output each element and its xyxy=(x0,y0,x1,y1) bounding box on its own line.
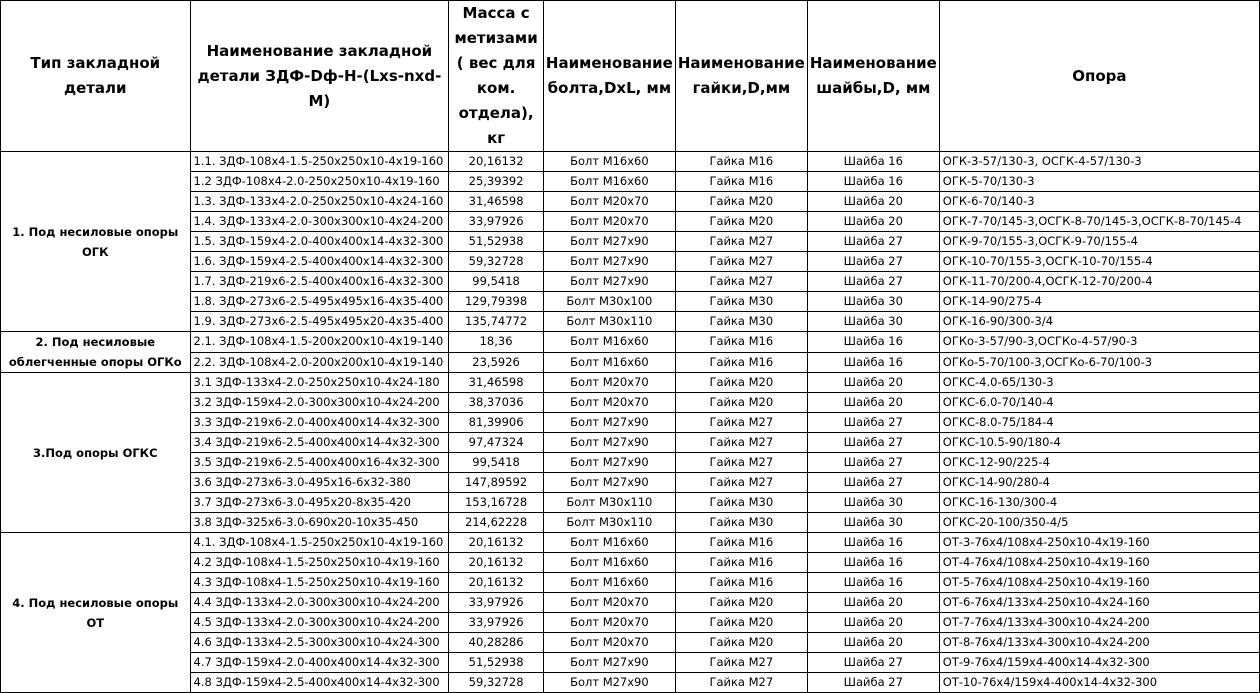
bolt-cell: Болт М30х100 xyxy=(543,292,675,312)
bolt-cell: Болт М20х70 xyxy=(543,613,675,633)
mass-cell: 147,89592 xyxy=(449,473,544,493)
mass-cell: 20,16132 xyxy=(449,533,544,553)
washer-cell: Шайба 16 xyxy=(807,553,939,573)
part-name-cell: 1.5. ЗДФ-159х4-2.0-400х400х14-4х32-300 xyxy=(190,232,449,252)
support-cell: ОТ-5-76х4/108х4-250х10-4х19-160 xyxy=(939,573,1259,593)
nut-cell: Гайка М27 xyxy=(675,252,807,272)
support-cell: ОГКо-3-57/90-3,ОСГКо-4-57/90-3 xyxy=(939,332,1259,353)
bolt-cell: Болт М27х90 xyxy=(543,453,675,473)
nut-cell: Гайка М20 xyxy=(675,633,807,653)
bolt-cell: Болт М20х70 xyxy=(543,212,675,232)
part-name-cell: 4.2 ЗДФ-108х4-1.5-250х250х10-4х19-160 xyxy=(190,553,449,573)
washer-cell: Шайба 30 xyxy=(807,292,939,312)
table-row xyxy=(1,152,1260,172)
support-cell: ОГК-5-70/130-3 xyxy=(939,172,1259,192)
mass-cell: 51,52938 xyxy=(449,232,544,252)
bolt-cell: Болт М27х90 xyxy=(543,232,675,252)
washer-cell: Шайба 27 xyxy=(807,272,939,292)
mass-cell: 20,16132 xyxy=(449,573,544,593)
washer-cell: Шайба 27 xyxy=(807,653,939,673)
nut-cell: Гайка М30 xyxy=(675,513,807,533)
table-row xyxy=(1,533,1260,553)
washer-cell: Шайба 27 xyxy=(807,453,939,473)
washer-cell: Шайба 16 xyxy=(807,573,939,593)
washer-cell: Шайба 20 xyxy=(807,212,939,232)
table-row xyxy=(1,553,1260,573)
support-cell: ОГК-7-70/145-3,ОСГК-8-70/145-3,ОСГК-8-70/145-4 xyxy=(939,212,1259,232)
support-cell: ОГКС-12-90/225-4 xyxy=(939,453,1259,473)
table-row xyxy=(1,513,1260,533)
part-name-cell: 3.5 ЗДФ-219х6-2.5-400х400х16-4х32-300 xyxy=(190,453,449,473)
group-label: 1. Под несиловые опоры ОГК xyxy=(1,152,191,332)
bolt-cell: Болт М16х60 xyxy=(543,332,675,353)
mass-cell: 214,62228 xyxy=(449,513,544,533)
support-cell: ОТ-8-76х4/133х4-300х10-4х24-200 xyxy=(939,633,1259,653)
support-cell: ОГК-9-70/155-3,ОСГК-9-70/155-4 xyxy=(939,232,1259,252)
support-cell: ОГКС-10.5-90/180-4 xyxy=(939,433,1259,453)
part-name-cell: 4.4 ЗДФ-133х4-2.0-300х300х10-4х24-200 xyxy=(190,593,449,613)
table-row xyxy=(1,673,1260,693)
support-cell: ОГК-10-70/155-3,ОСГК-10-70/155-4 xyxy=(939,252,1259,272)
table-row xyxy=(1,172,1260,192)
group-label: 4. Под несиловые опоры ОТ xyxy=(1,533,191,693)
washer-cell: Шайба 20 xyxy=(807,593,939,613)
washer-cell: Шайба 20 xyxy=(807,633,939,653)
mass-cell: 38,37036 xyxy=(449,393,544,413)
part-name-cell: 4.3 ЗДФ-108х4-1.5-250х250х10-4х19-160 xyxy=(190,573,449,593)
table-row xyxy=(1,192,1260,212)
nut-cell: Гайка М30 xyxy=(675,312,807,332)
bolt-cell: Болт М27х90 xyxy=(543,673,675,693)
table-row xyxy=(1,433,1260,453)
mass-cell: 18,36 xyxy=(449,332,544,353)
support-cell: ОГК-3-57/130-3, ОСГК-4-57/130-3 xyxy=(939,152,1259,172)
table-row xyxy=(1,473,1260,493)
table-row xyxy=(1,352,1260,373)
support-cell: ОГКС-16-130/300-4 xyxy=(939,493,1259,513)
mass-cell: 81,39906 xyxy=(449,413,544,433)
table-row xyxy=(1,413,1260,433)
bolt-cell: Болт М16х60 xyxy=(543,553,675,573)
support-cell: ОТ-3-76х4/108х4-250х10-4х19-160 xyxy=(939,533,1259,553)
bolt-cell: Болт М30х110 xyxy=(543,513,675,533)
part-name-cell: 3.6 ЗДФ-273х6-3.0-495х16-6х32-380 xyxy=(190,473,449,493)
support-cell: ОГКо-5-70/100-3,ОСГКо-6-70/100-3 xyxy=(939,352,1259,373)
support-cell: ОГКС-14-90/280-4 xyxy=(939,473,1259,493)
nut-cell: Гайка М16 xyxy=(675,352,807,373)
washer-cell: Шайба 27 xyxy=(807,473,939,493)
part-name-cell: 1.2 ЗДФ-108х4-2.0-250х250х10-4х19-160 xyxy=(190,172,449,192)
part-name-cell: 3.2 ЗДФ-159х4-2.0-300х300х10-4х24-200 xyxy=(190,393,449,413)
washer-cell: Шайба 27 xyxy=(807,413,939,433)
bolt-cell: Болт М20х70 xyxy=(543,393,675,413)
table-row xyxy=(1,453,1260,473)
mass-cell: 135,74772 xyxy=(449,312,544,332)
part-name-cell: 3.1 ЗДФ-133х4-2.0-250х250х10-4х24-180 xyxy=(190,373,449,393)
support-cell: ОГК-11-70/200-4,ОСГК-12-70/200-4 xyxy=(939,272,1259,292)
header-row xyxy=(1,1,1260,152)
table-row xyxy=(1,653,1260,673)
header-mass: Масса с метизами ( вес для ком. отдела), кг xyxy=(449,1,544,152)
table-row xyxy=(1,373,1260,393)
nut-cell: Гайка М27 xyxy=(675,473,807,493)
nut-cell: Гайка М20 xyxy=(675,192,807,212)
bolt-cell: Болт М16х60 xyxy=(543,152,675,172)
mass-cell: 129,79398 xyxy=(449,292,544,312)
nut-cell: Гайка М20 xyxy=(675,593,807,613)
bolt-cell: Болт М16х60 xyxy=(543,352,675,373)
washer-cell: Шайба 30 xyxy=(807,493,939,513)
nut-cell: Гайка М20 xyxy=(675,613,807,633)
mass-cell: 33,97926 xyxy=(449,212,544,232)
washer-cell: Шайба 20 xyxy=(807,393,939,413)
bolt-cell: Болт М20х70 xyxy=(543,633,675,653)
washer-cell: Шайба 20 xyxy=(807,192,939,212)
washer-cell: Шайба 20 xyxy=(807,613,939,633)
part-name-cell: 4.5 ЗДФ-133х4-2.0-300х300х10-4х24-200 xyxy=(190,613,449,633)
support-cell: ОГКС-20-100/350-4/5 xyxy=(939,513,1259,533)
washer-cell: Шайба 27 xyxy=(807,433,939,453)
mass-cell: 40,28286 xyxy=(449,633,544,653)
nut-cell: Гайка М30 xyxy=(675,292,807,312)
support-cell: ОГК-16-90/300-3/4 xyxy=(939,312,1259,332)
table-row xyxy=(1,593,1260,613)
nut-cell: Гайка М16 xyxy=(675,573,807,593)
support-cell: ОТ-10-76х4/159х4-400х14-4х32-300 xyxy=(939,673,1259,693)
mass-cell: 99,5418 xyxy=(449,272,544,292)
support-cell: ОТ-6-76х4/133х4-250х10-4х24-160 xyxy=(939,593,1259,613)
washer-cell: Шайба 30 xyxy=(807,312,939,332)
part-name-cell: 1.1. ЗДФ-108х4-1.5-250х250х10-4х19-160 xyxy=(190,152,449,172)
part-name-cell: 1.4. ЗДФ-133х4-2.0-300х300х10-4х24-200 xyxy=(190,212,449,232)
part-name-cell: 3.4 ЗДФ-219х6-2.5-400х400х14-4х32-300 xyxy=(190,433,449,453)
group-label: 3.Под опоры ОГКС xyxy=(1,373,191,533)
table-row xyxy=(1,332,1260,353)
mass-cell: 97,47324 xyxy=(449,433,544,453)
part-name-cell: 1.6. ЗДФ-159х4-2.5-400х400х14-4х32-300 xyxy=(190,252,449,272)
bolt-cell: Болт М20х70 xyxy=(543,593,675,613)
nut-cell: Гайка М20 xyxy=(675,212,807,232)
mass-cell: 23,5926 xyxy=(449,352,544,373)
mass-cell: 31,46598 xyxy=(449,373,544,393)
header-nut: Наименование гайки,D,мм xyxy=(675,1,807,152)
mass-cell: 33,97926 xyxy=(449,613,544,633)
nut-cell: Гайка М27 xyxy=(675,232,807,252)
washer-cell: Шайба 16 xyxy=(807,172,939,192)
part-name-cell: 4.8 ЗДФ-159х4-2.5-400х400х14-4х32-300 xyxy=(190,673,449,693)
support-cell: ОГКС-6.0-70/140-4 xyxy=(939,393,1259,413)
support-cell: ОГКС-4.0-65/130-3 xyxy=(939,373,1259,393)
mass-cell: 59,32728 xyxy=(449,252,544,272)
mass-cell: 51,52938 xyxy=(449,653,544,673)
table-row xyxy=(1,573,1260,593)
nut-cell: Гайка М27 xyxy=(675,272,807,292)
part-name-cell: 3.7 ЗДФ-273х6-3.0-495х20-8х35-420 xyxy=(190,493,449,513)
part-name-cell: 2.1. ЗДФ-108х4-1.5-200х200х10-4х19-140 xyxy=(190,332,449,353)
nut-cell: Гайка М30 xyxy=(675,493,807,513)
bolt-cell: Болт М27х90 xyxy=(543,473,675,493)
table-row xyxy=(1,393,1260,413)
table-row xyxy=(1,232,1260,252)
nut-cell: Гайка М27 xyxy=(675,433,807,453)
part-name-cell: 2.2. ЗДФ-108х4-2.0-200х200х10-4х19-140 xyxy=(190,352,449,373)
table-row xyxy=(1,493,1260,513)
table-row xyxy=(1,212,1260,232)
part-name-cell: 1.8. ЗДФ-273х6-2.5-495х495х16-4х35-400 xyxy=(190,292,449,312)
mass-cell: 33,97926 xyxy=(449,593,544,613)
nut-cell: Гайка М16 xyxy=(675,172,807,192)
part-name-cell: 4.7 ЗДФ-159х4-2.0-400х400х14-4х32-300 xyxy=(190,653,449,673)
support-cell: ОГК-6-70/140-3 xyxy=(939,192,1259,212)
support-cell: ОГКС-8.0-75/184-4 xyxy=(939,413,1259,433)
table-row xyxy=(1,252,1260,272)
bolt-cell: Болт М30х110 xyxy=(543,312,675,332)
bolt-cell: Болт М27х90 xyxy=(543,413,675,433)
table-row xyxy=(1,272,1260,292)
part-name-cell: 1.9. ЗДФ-273х6-2.5-495х495х20-4х35-400 xyxy=(190,312,449,332)
part-name-cell: 1.3. ЗДФ-133х4-2.0-250х250х10-4х24-160 xyxy=(190,192,449,212)
table-row xyxy=(1,312,1260,332)
washer-cell: Шайба 16 xyxy=(807,152,939,172)
nut-cell: Гайка М16 xyxy=(675,553,807,573)
nut-cell: Гайка М27 xyxy=(675,413,807,433)
mass-cell: 59,32728 xyxy=(449,673,544,693)
bolt-cell: Болт М16х60 xyxy=(543,573,675,593)
header-support: Опора xyxy=(939,1,1259,152)
nut-cell: Гайка М27 xyxy=(675,653,807,673)
bolt-cell: Болт М27х90 xyxy=(543,433,675,453)
washer-cell: Шайба 27 xyxy=(807,232,939,252)
support-cell: ОТ-4-76х4/108х4-250х10-4х19-160 xyxy=(939,553,1259,573)
mass-cell: 20,16132 xyxy=(449,152,544,172)
washer-cell: Шайба 20 xyxy=(807,373,939,393)
bolt-cell: Болт М20х70 xyxy=(543,373,675,393)
header-bolt: Наименование болта,DxL, мм xyxy=(543,1,675,152)
nut-cell: Гайка М16 xyxy=(675,332,807,353)
part-name-cell: 4.1. ЗДФ-108х4-1.5-250х250х10-4х19-160 xyxy=(190,533,449,553)
support-cell: ОТ-7-76х4/133х4-300х10-4х24-200 xyxy=(939,613,1259,633)
bolt-cell: Болт М20х70 xyxy=(543,192,675,212)
part-name-cell: 4.6 ЗДФ-133х4-2.5-300х300х10-4х24-300 xyxy=(190,633,449,653)
header-name: Наименование закладной детали ЗДФ-Dф-H-(Lxs-nxd-M) xyxy=(190,1,449,152)
nut-cell: Гайка М20 xyxy=(675,373,807,393)
support-cell: ОТ-9-76х4/159х4-400х14-4х32-300 xyxy=(939,653,1259,673)
mass-cell: 99,5418 xyxy=(449,453,544,473)
washer-cell: Шайба 16 xyxy=(807,352,939,373)
support-cell: ОГК-14-90/275-4 xyxy=(939,292,1259,312)
washer-cell: Шайба 27 xyxy=(807,252,939,272)
nut-cell: Гайка М27 xyxy=(675,673,807,693)
washer-cell: Шайба 16 xyxy=(807,533,939,553)
group-label: 2. Под несиловые облегченные опоры ОГКо xyxy=(1,332,191,373)
part-name-cell: 3.8 ЗДФ-325х6-3.0-690х20-10х35-450 xyxy=(190,513,449,533)
mass-cell: 31,46598 xyxy=(449,192,544,212)
table-body xyxy=(1,152,1260,693)
nut-cell: Гайка М20 xyxy=(675,393,807,413)
bolt-cell: Болт М30х110 xyxy=(543,493,675,513)
bolt-cell: Болт М27х90 xyxy=(543,653,675,673)
washer-cell: Шайба 30 xyxy=(807,513,939,533)
table-row xyxy=(1,613,1260,633)
bolt-cell: Болт М27х90 xyxy=(543,252,675,272)
bolt-cell: Болт М27х90 xyxy=(543,272,675,292)
bolt-cell: Болт М16х60 xyxy=(543,172,675,192)
header-washer: Наименование шайбы,D, мм xyxy=(807,1,939,152)
washer-cell: Шайба 27 xyxy=(807,673,939,693)
part-name-cell: 3.3 ЗДФ-219х6-2.0-400х400х14-4х32-300 xyxy=(190,413,449,433)
table-row xyxy=(1,633,1260,653)
nut-cell: Гайка М16 xyxy=(675,533,807,553)
mass-cell: 153,16728 xyxy=(449,493,544,513)
mass-cell: 25,39392 xyxy=(449,172,544,192)
nut-cell: Гайка М27 xyxy=(675,453,807,473)
washer-cell: Шайба 16 xyxy=(807,332,939,353)
header-type: Тип закладной детали xyxy=(1,1,191,152)
part-name-cell: 1.7. ЗДФ-219х6-2.5-400х400х16-4х32-300 xyxy=(190,272,449,292)
bolt-cell: Болт М16х60 xyxy=(543,533,675,553)
mass-cell: 20,16132 xyxy=(449,553,544,573)
nut-cell: Гайка М16 xyxy=(675,152,807,172)
table-row xyxy=(1,292,1260,312)
